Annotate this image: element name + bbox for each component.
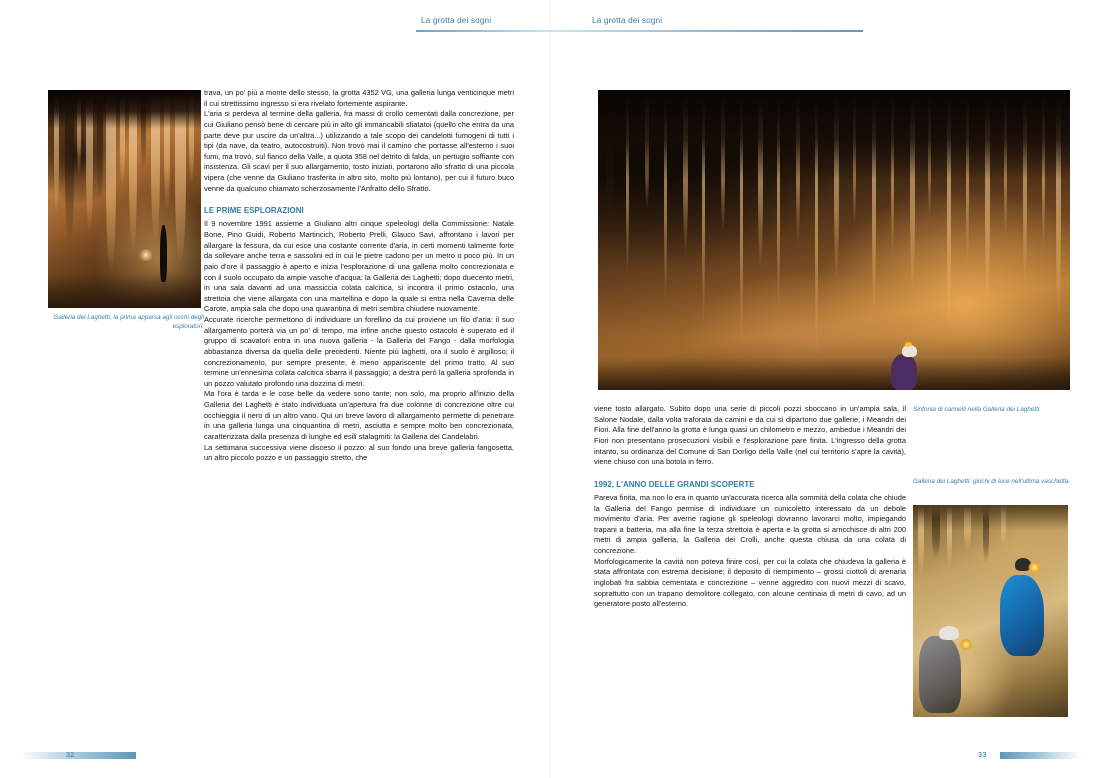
gutter-shadow: [549, 0, 552, 778]
helmet-lamp: [905, 342, 912, 347]
page-number-right: 33: [978, 750, 987, 759]
caption-left-photo: Galleria dei Laghetti, la prima apparsa agli occhi degli esploratori.: [53, 314, 204, 331]
header-rule-right: [553, 30, 863, 32]
paragraph: Morfologicamente la cavità non poteva finire così, per cui la colata che chiudeva la galleria è stata affrontata con estrema decisione; il deposito di riempimento – grossi ciottoli di arenaria inglobati fra sabbia cementata e concrezione – venne aggredito con nuovi mezzi di scavo, soprattutto con un trapano demolitore collegato, con alcune centinaia di metri di cavo, ad un generatore posto all'esterno.: [594, 556, 906, 609]
cave-stalactite-column-photo: [48, 90, 201, 308]
caver-grey-lamp: [960, 639, 972, 650]
cavers-at-work-photo: [913, 505, 1068, 717]
paragraph: viene tosto allargato. Subito dopo una serie di piccoli pozzi sboccano in un'ampia sala, il Salone Nodale, dalla volta traforata da camini e da cui si dipartono due gallerie, i Meandri dei Fiori. Alla fine dell'anno la grotta è lunga quasi un chilometro e mezzo, ambedue i Meandri dei Fiori non presentano prosecuzioni visibili e l'esplorazione pare finita. L'ingresso della grotta intanto, su ordinanza del Comune di San Dorligo della Valle (nel cui territorio s'apre la cavità), viene chiuso con una botola in ferro.: [594, 404, 906, 467]
caver-in-purple-suit: [891, 354, 917, 390]
running-head-left: La grotta dei sogni: [421, 16, 492, 25]
caver-grey-helmet: [939, 626, 959, 640]
paragraph: Ma l'ora è tarda e le cose belle da vedere sono tante; non solo, ma proprio all'inizio della Galleria dei Laghetti è stato individuata un'apertura fra due colonne di concrezione oltre cui occhieggia il nero di un altro vano. Qui un breve lavoro di allargamento permette di penetrare in una galleria lunga una cinquantina di metri, asciutta e sempre molto ben concrezionata, caratterizzata dalla presenza di lunghe ed esili stalagmiti: la Galleria dei Candelabri.: [204, 389, 514, 441]
paragraph: La settimana successiva viene disceso il pozzo: al suo fondo una breve galleria fangosetta, un altro piccolo pozzo e un passaggio stretto, che: [204, 442, 514, 463]
running-head-right: La grotta dei sogni: [592, 16, 663, 25]
paragraph: Pareva finita, ma non lo era in quanto un'accurata ricerca alla sommità della colata che chiude la Galleria del Fango permise di individuare un cunicoletto interessato da un debole movimento d'aria. Per averne ragione gli speleologi dovranno lavorarci molto, impiegando trapani a batteria, ma alla fine la terza strettoia è aperta e la grotta si arricchisce di altri 200 metri di ampia galleria, la Galleria dei Crolli, anche questa chiusa da una colata di concrezione.: [594, 492, 906, 555]
caver-silhouette: [160, 225, 167, 282]
caption-top-right-photo: Sinfonia di cannelli nella Galleria dei Laghetti.: [913, 406, 1042, 413]
cave-soda-straws-photo: [598, 90, 1070, 390]
caver-blue-suit: [1000, 575, 1044, 656]
caver-blue-lamp: [1028, 562, 1041, 573]
footer-rule-left: [20, 752, 136, 759]
paragraph: Il 9 novembre 1991 assieme a Giuliano altri cinque speleologi della Commissione: Natale Bone, Pino Guidi, Roberto Martincich, Roberto Prelli, Glauco Savi, affrontano i lavori per allargare la fessura, da cui esce una costante corrente d'aria, in certi momenti talmente forte da sollevare anche terra e sassolini ed in cui le pietre cadono per un metro o poco più. In un paio d'ore il passaggio è aperto e inizia l'esplorazione di una galleria molto concrezionata e con il suolo occupato da ampie vasche d'acqua: la Galleria dei Laghetti; dopo duecento metri, in una sala davanti ad una massiccia colata calcitica, si incontra il primo ostacolo, una strettoia che viene allargata con una martellina e dopo la quale si entra nella Caverna delle Carote, ampia sala che dopo una quarantina di metri sembra chiudere nuovamente.: [204, 219, 514, 314]
section-heading-le-prime-esplorazioni: LE PRIME ESPLORAZIONI: [204, 206, 304, 216]
caption-bottom-right-photo: Galleria dei Laghetti: giochi di luce nell'ultima vaschetta.: [913, 478, 1071, 485]
caver-helmet: [902, 345, 917, 357]
footer-rule-right: [1000, 752, 1080, 759]
caver-grey-suit: [919, 636, 961, 712]
section-heading-1992-lanno-delle-grandi-scoperte: 1992, L'ANNO DELLE GRANDI SCOPERTE: [594, 479, 755, 489]
paragraph: L'aria si perdeva al termine della galleria, fra massi di crollo cementati dalla concrezione, per cui Giuliano pensò bene di cercare più in alto gli immancabili sfiatatoi (quello che entra da una parte deve pur uscire da un'altra...) utilizzando a tale scopo dei candelotti fumogeni di tutti i tipi (da nave, da teatro, autocostruiti). Non trovò mai il camino che portasse all'esterno i suoi fumi, ma trovò, sul fianco della Valle, a quota 358 nel detrito di falda, un pertugio soffiante con insistenza. Gli scavi per il suo allargamento, tosto iniziati, portarono allo sfratto di una piccola vipera (che venne da Giuliano trasferita in altro sito, molto più lontano), per cui il futuro buco venne da qualcuno chiamato scherzosamente l'Anfratto dello Sfratto.: [204, 109, 514, 193]
paragraph: Accurate ricerche permettono di individuare un forellino da cui proviene un filo d'aria: il suo allargamento porterà via un po' di tempo, ma infine anche questo ostacolo è superato ed il gruppo di scavatori entra in una nuova galleria - la Galleria del Fango - dalla morfologia abbastanza diversa da quella delle precedenti. Niente più laghetti, ora il suolo è argilloso; il concrezionamento, pur sempre presente, è meno appariscente del primo tratto. Al suo termine un'ennesima colata calcitica sbarra il passaggio; a destra però la galleria sprofonda in un pozzo valutato profondo una dozzina di metri.: [204, 315, 514, 388]
page-number-left: 32: [66, 750, 75, 759]
left-page-text-column: [204, 88, 514, 464]
right-page-text-column: [594, 404, 906, 610]
paragraph: trava, un po' più a monte dello stesso, la grotta 4352 VG, una galleria lunga venticinque metri il cui strettissimo ingresso si era rivelato fortemente aspirante.: [204, 88, 514, 108]
header-rule-left: [416, 30, 553, 32]
